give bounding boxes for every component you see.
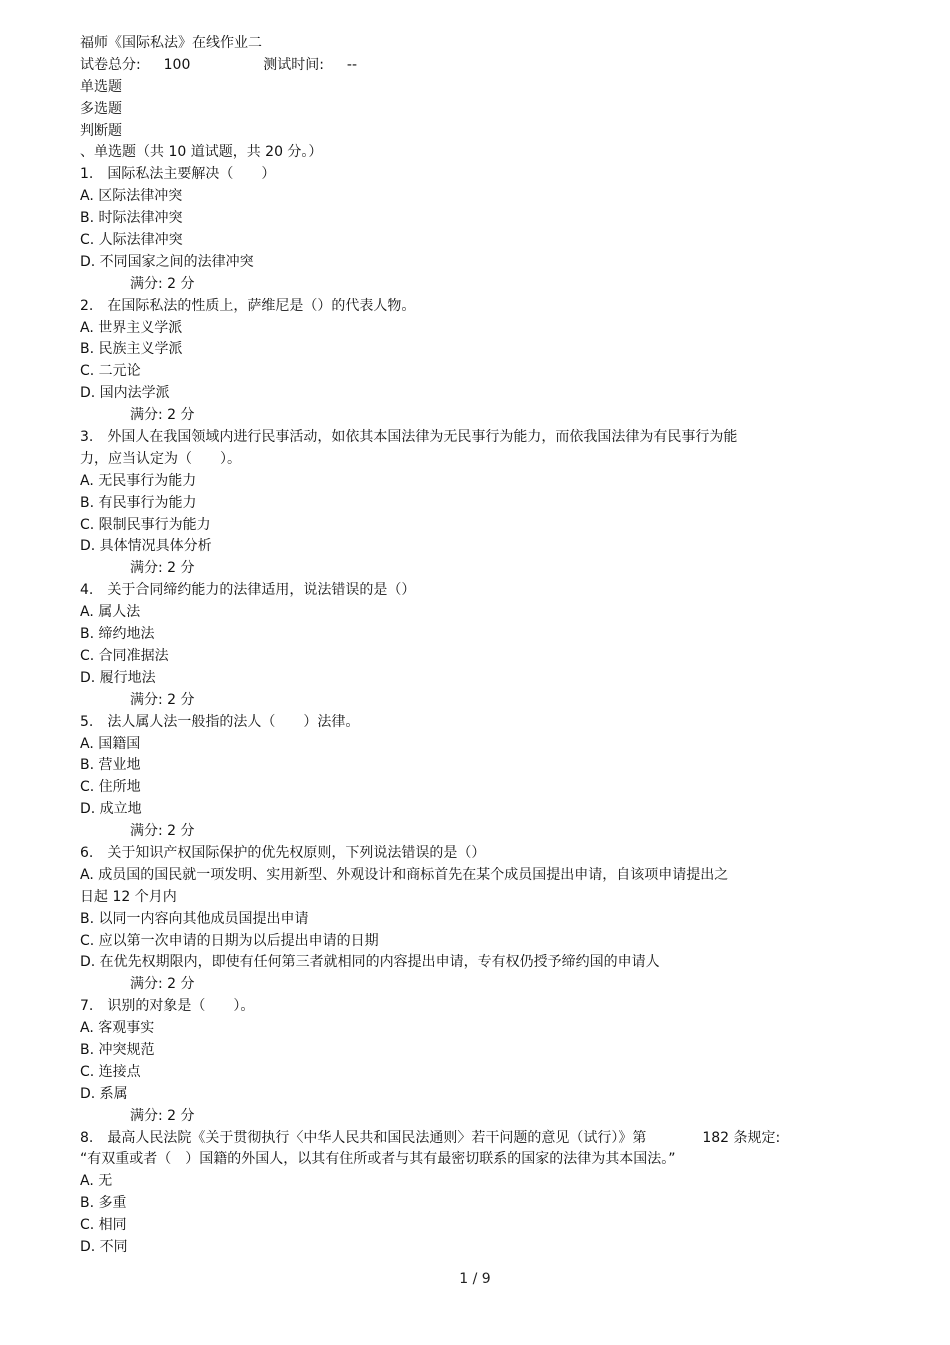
page-number: 1 / 9 [459, 1271, 491, 1287]
answer-option[interactable]: D. 不同国家之间的法律冲突 [80, 253, 254, 270]
question-item [80, 296, 880, 427]
question-stem: 6. 关于知识产权国际保护的优先权原则，下列说法错误的是（） [80, 844, 486, 861]
answer-option[interactable]: B. 冲突规范 [80, 1041, 155, 1058]
answer-option[interactable]: C. 应以第一次申请的日期为以后提出申请的日期 [80, 932, 379, 949]
question-item [80, 712, 880, 843]
answer-option[interactable]: B. 有民事行为能力 [80, 494, 197, 511]
question-score: 满分: 2 分 [130, 560, 195, 577]
answer-option[interactable]: A. 无 [80, 1173, 113, 1190]
answer-option[interactable]: A. 无民事行为能力 [80, 472, 197, 489]
doc-title: 福师《国际私法》在线作业二 [80, 35, 262, 51]
question-list [80, 164, 880, 1259]
answer-option[interactable]: A. 国籍国 [80, 735, 141, 752]
test-time-value: -- [346, 56, 357, 73]
answer-option[interactable]: A. 客观事实 [80, 1020, 155, 1037]
question-score: 满分: 2 分 [130, 407, 195, 424]
answer-option[interactable]: B. 多重 [80, 1195, 127, 1212]
question-item [80, 1128, 880, 1259]
answer-option[interactable]: C. 限制民事行为能力 [80, 516, 211, 533]
answer-option[interactable]: A. 区际法律冲突 [80, 188, 183, 205]
question-score: 满分: 2 分 [130, 976, 195, 993]
nav-true-false[interactable]: 判断题 [80, 122, 122, 139]
answer-option[interactable]: C. 连接点 [80, 1063, 141, 1080]
nav-single-choice[interactable]: 单选题 [80, 78, 122, 95]
question-stem: 4. 关于合同缔约能力的法律适用，说法错误的是（） [80, 582, 416, 599]
question-stem: 5. 法人属人法一般指的法人（ ）法律。 [80, 713, 360, 730]
total-score-label: 试卷总分: [80, 56, 141, 73]
question-stem: 力，应当认定为（ ）。 [80, 450, 241, 467]
answer-option[interactable]: B. 民族主义学派 [80, 341, 183, 358]
section-heading: 、单选题（共 10 道试题，共 20 分。） [80, 144, 323, 161]
question-stem: 3. 外国人在我国领域内进行民事活动，如依其本国法律为无民事行为能力，而依我国法律为有民事行为能 [80, 429, 738, 446]
test-time-label: 测试时间: [263, 56, 324, 73]
question-stem: “有双重或者（ ）国籍的外国人，以其有住所或者与其有最密切联系的国家的法律为其本国法。” [80, 1151, 676, 1168]
answer-option[interactable]: D. 成立地 [80, 801, 142, 818]
question-stem: 2. 在国际私法的性质上，萨维尼是（）的代表人物。 [80, 297, 416, 314]
nav-multiple-choice[interactable]: 多选题 [80, 100, 122, 117]
question-score: 满分: 2 分 [130, 823, 195, 840]
answer-option[interactable]: C. 二元论 [80, 363, 141, 380]
question-item [80, 843, 880, 996]
document-page [80, 33, 880, 1259]
answer-option[interactable]: D. 在优先权期限内，即使有任何第三者就相同的内容提出申请，专有权仍授予缔约国的申请人 [80, 954, 660, 971]
question-stem: 7. 识别的对象是（ ）。 [80, 998, 255, 1015]
answer-option[interactable]: B. 营业地 [80, 757, 141, 774]
question-item [80, 164, 880, 295]
question-stem: 1. 国际私法主要解决（ ） [80, 166, 276, 183]
answer-option[interactable]: A. 世界主义学派 [80, 319, 183, 336]
question-score: 满分: 2 分 [130, 691, 195, 708]
total-score-value: 100 [163, 56, 191, 73]
answer-option[interactable]: A. 属人法 [80, 604, 141, 621]
answer-option[interactable]: C. 合同准据法 [80, 647, 169, 664]
answer-option[interactable]: D. 国内法学派 [80, 385, 170, 402]
answer-option[interactable]: B. 缔约地法 [80, 626, 155, 643]
answer-option[interactable]: C. 住所地 [80, 779, 141, 796]
answer-option[interactable]: D. 具体情况具体分析 [80, 538, 212, 555]
answer-option[interactable]: C. 人际法律冲突 [80, 232, 183, 249]
answer-option[interactable]: C. 相同 [80, 1217, 127, 1234]
question-item [80, 580, 880, 711]
question-item [80, 427, 880, 580]
answer-option[interactable]: A. 成员国的国民就一项发明、实用新型、外观设计和商标首先在某个成员国提出申请，自该项申请提出之 [80, 866, 729, 883]
question-score: 满分: 2 分 [130, 1107, 195, 1124]
answer-option[interactable]: 日起 12 个月内 [80, 888, 177, 905]
exam-info-row [80, 55, 880, 77]
answer-option[interactable]: B. 以同一内容向其他成员国提出申请 [80, 910, 309, 927]
question-item [80, 996, 880, 1127]
answer-option[interactable]: D. 履行地法 [80, 669, 156, 686]
answer-option[interactable]: B. 时际法律冲突 [80, 210, 183, 227]
answer-option[interactable]: D. 系属 [80, 1085, 128, 1102]
answer-option[interactable]: D. 不同 [80, 1238, 128, 1255]
question-score: 满分: 2 分 [130, 275, 195, 292]
question-stem: 8. 最高人民法院《关于贯彻执行〈中华人民共和国民法通则〉若干问题的意见（试行）》第 182 条规定: [80, 1129, 781, 1146]
